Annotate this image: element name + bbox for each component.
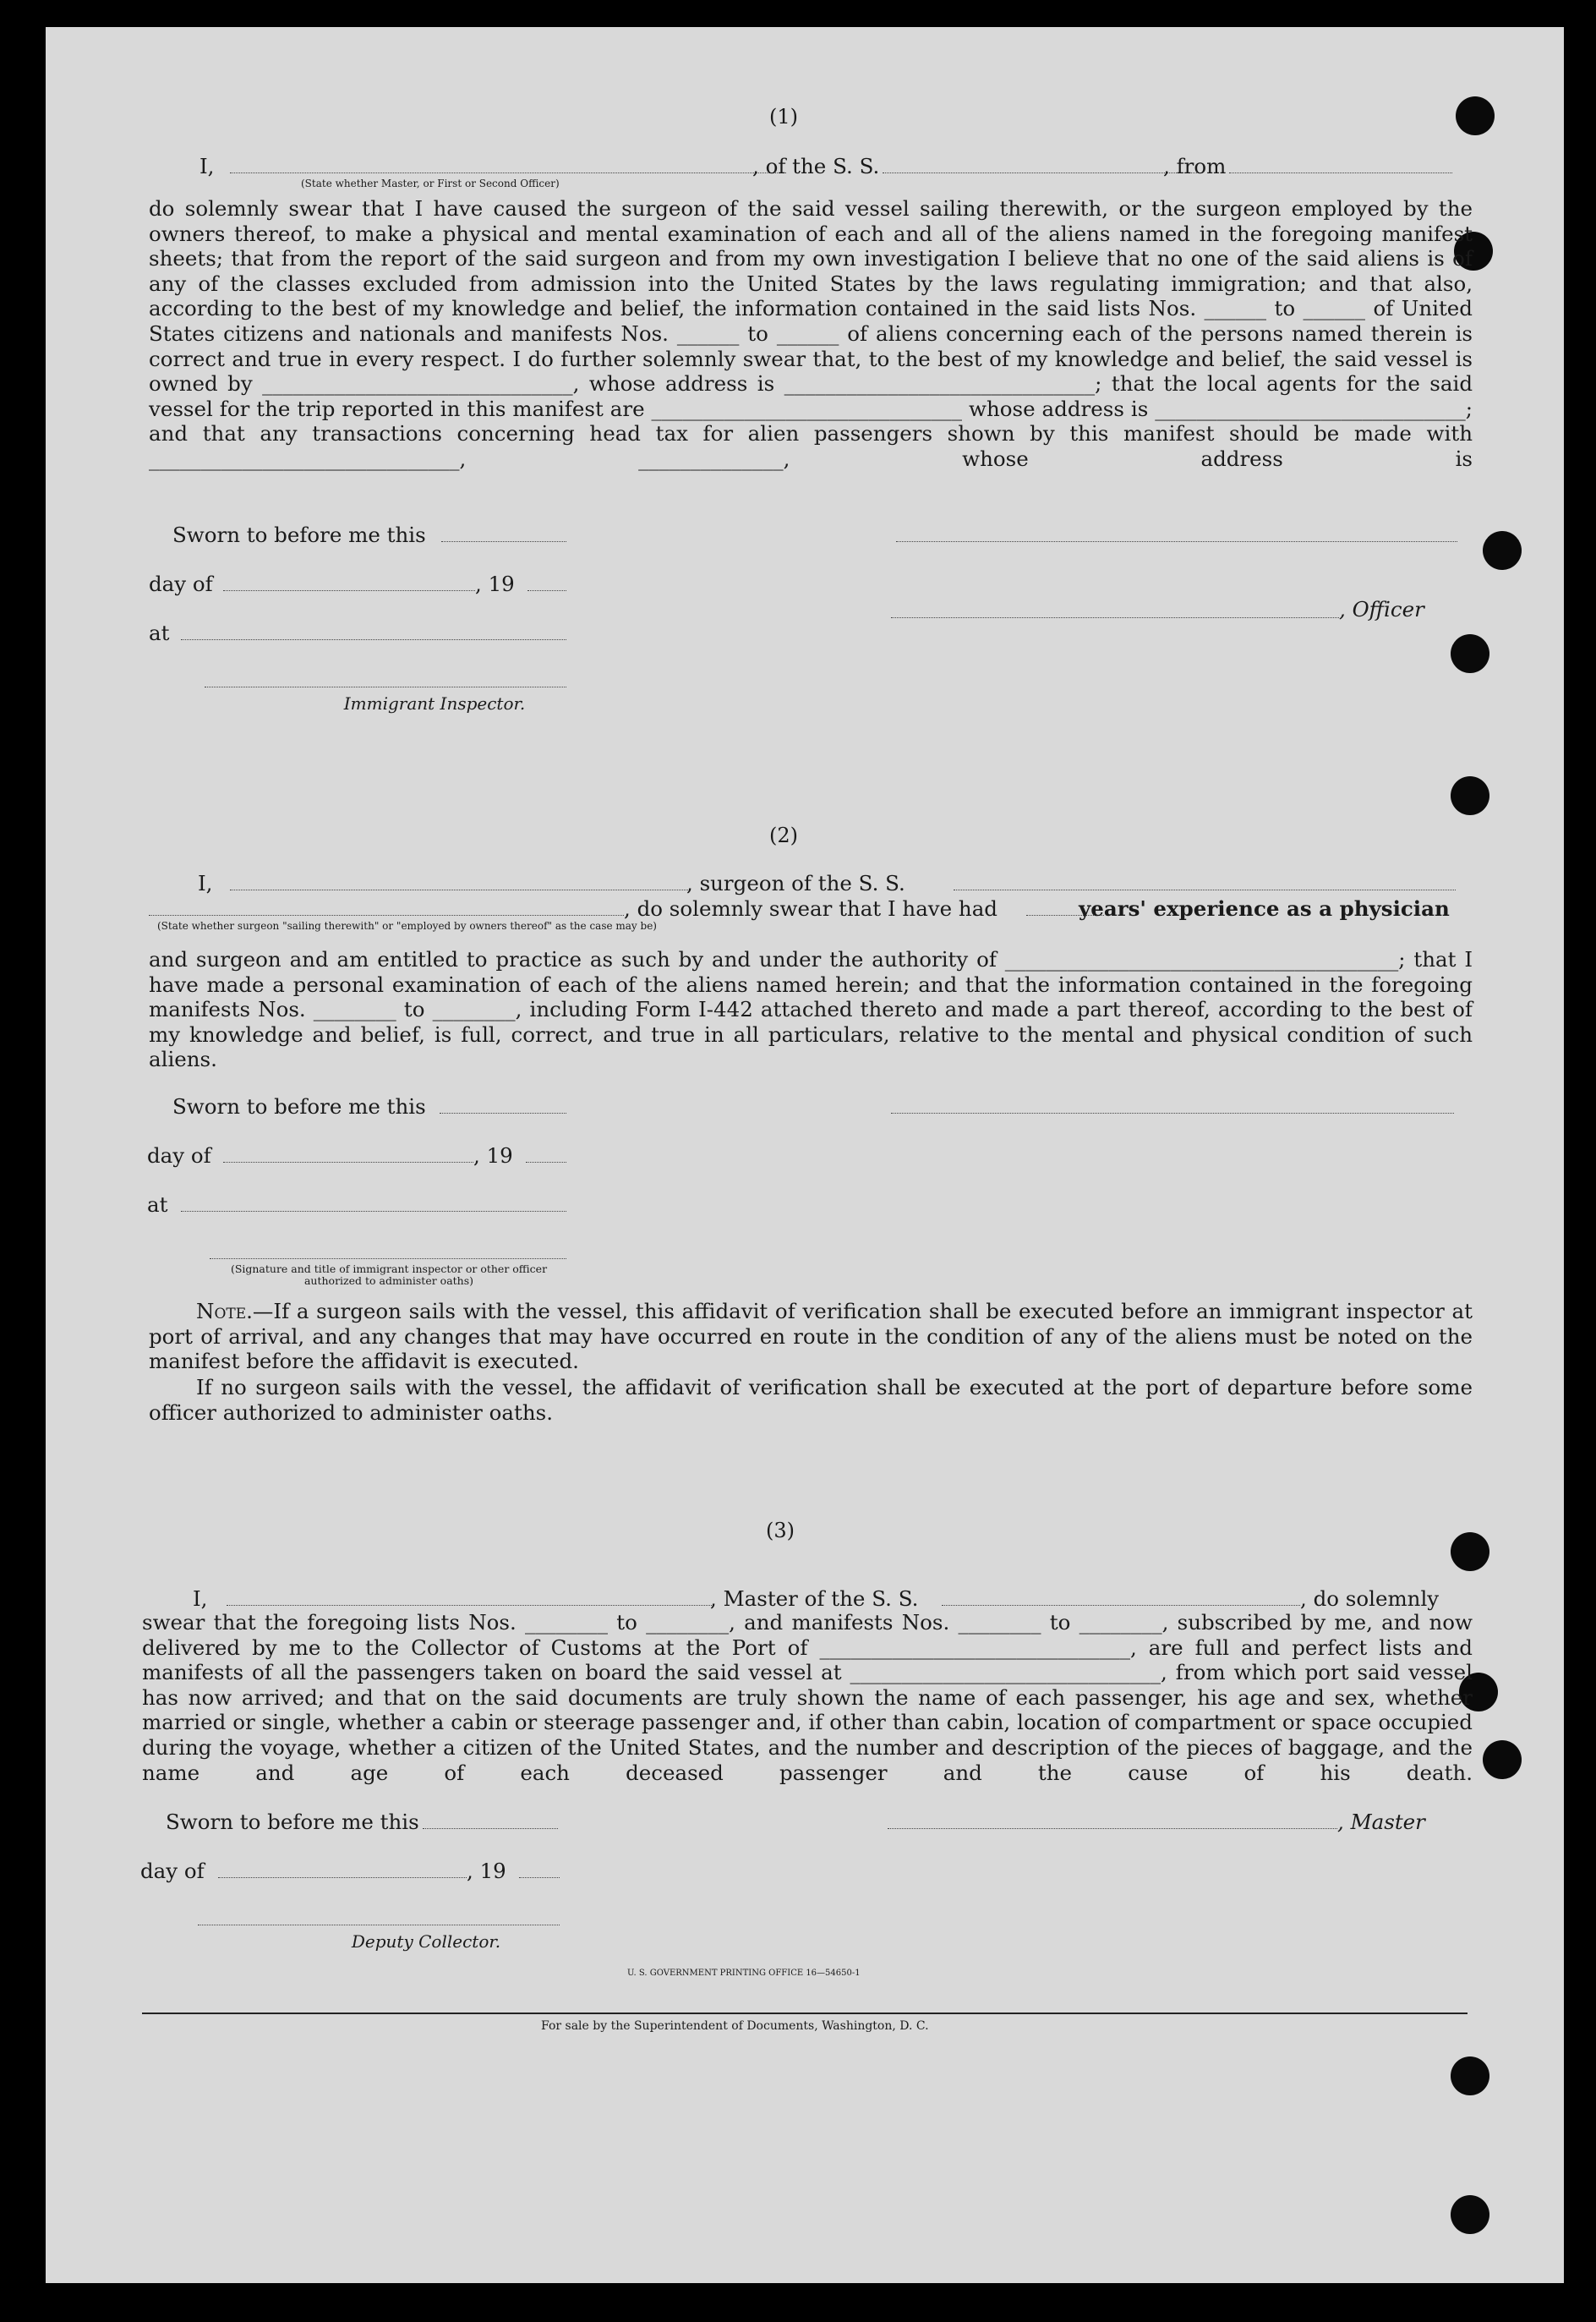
punch-hole — [1483, 1740, 1522, 1779]
punch-hole — [1456, 96, 1495, 135]
note-label: Note. — [196, 1299, 253, 1323]
master-vessel-field[interactable] — [942, 1605, 1300, 1606]
deputy-collector-caption: Deputy Collector. — [351, 1931, 501, 1952]
section-2-month-field[interactable] — [223, 1162, 473, 1163]
surgeon-signature-field[interactable] — [891, 1113, 1454, 1114]
section-2-at-field[interactable] — [181, 1211, 566, 1212]
section-2-i-label: I, — [198, 871, 213, 895]
section-2-swear-label: , do solemnly swear that I have had — [624, 896, 998, 921]
section-1-from-label: , from — [1163, 154, 1227, 178]
section-1-year-field[interactable] — [527, 590, 566, 591]
section-1-at-field[interactable] — [181, 639, 566, 640]
section-1-sworn-day-field[interactable] — [441, 541, 566, 542]
section-2-years-label: years' experience as a physician — [1079, 896, 1450, 921]
section-1-oath-text: do solemnly swear that I have caused the surgeon of the said vessel sailing therewith, or the surgeon employed by the owners thereof, to make a physical and mental examination of each and all of the aliens named in the foregoing manifest sheets; that from the report of the said surgeon and from my own investigation I believe that no one of the said aliens is of any of the classes excluded from admission into the United States by the laws regulating immigration; and that also, according to the best of my knowledge and belief, the information contained in the said lists Nos. ______ to ______ of United States citizens and nationals and manifests Nos. ______ to ______ of aliens concerning each of the persons named therein is correct and true in every respect. I do further solemnly swear that, to the best of my knowledge and belief, the said vessel is owned by ______________________________, whose address is ______________________________; that the local agents for the said vessel for the trip reported in this manifest are ______________________________ whose address is ______________________________; and that any transactions concerning head tax for alien passengers shown by this manifest should be made with ______________________________, ______________, whose address is — [149, 196, 1473, 471]
punch-hole — [1451, 634, 1489, 673]
section-3-sworn-label: Sworn to before me this — [166, 1810, 419, 1834]
surgeon-status-field[interactable] — [149, 915, 624, 916]
section-1-sworn-label: Sworn to before me this — [172, 523, 426, 547]
punch-hole — [1483, 531, 1522, 570]
note-text-1: —If a surgeon sails with the vessel, this affidavit of verification shall be executed before an immigrant inspector at port of arrival, and any changes that may have occurred en route in the condition of any of the aliens must be noted on the manifest before the affidavit is executed. — [149, 1299, 1473, 1374]
note-paragraph-2: If no surgeon sails with the vessel, the affidavit of verification shall be executed at the port of departure before some officer authorized to administer oaths. — [149, 1375, 1473, 1425]
section-2-year-label: , 19 — [473, 1143, 513, 1168]
section-2-surgeon-label: , surgeon of the S. S. — [686, 871, 905, 895]
section-3-year-label: , 19 — [467, 1859, 506, 1883]
section-1-day-of-label: day of — [149, 572, 213, 596]
note-paragraph-1 — [149, 1299, 1473, 1374]
section-2-number: (2) — [769, 824, 798, 847]
section-3-number: (3) — [766, 1519, 795, 1542]
master-name-field[interactable] — [227, 1605, 712, 1606]
authorized-officer-signature-field[interactable] — [210, 1258, 566, 1259]
section-2-sworn-label: Sworn to before me this — [172, 1094, 426, 1119]
punch-hole — [1451, 776, 1489, 815]
section-1-i-label: I, — [200, 154, 215, 178]
punch-hole — [1451, 2195, 1489, 2234]
punch-hole — [1451, 2056, 1489, 2095]
section-2-sworn-day-field[interactable] — [440, 1113, 566, 1114]
section-3-i-label: I, — [193, 1586, 208, 1611]
section-3-master-label: , Master of the S. S. — [710, 1586, 919, 1611]
section-1-number: (1) — [769, 105, 798, 129]
printer-imprint: U. S. GOVERNMENT PRINTING OFFICE 16—54650-1 — [627, 1969, 861, 1978]
section-2-oath-text: and surgeon and am entitled to practice as such by and under the authority of ______________________________________; that I have made a personal examination of each of the aliens named herein; and that the information contained in the foregoing manifests Nos. ________ to ________, including Form I-442 attached thereto and made a part thereof, according to the best of my knowledge and belief, is full, correct, and true in all particulars, relative to the mental and physical condition of such aliens. — [149, 947, 1473, 1072]
section-1-year-label: , 19 — [475, 572, 515, 596]
section-3-solemnly-label: , do solemnly — [1300, 1586, 1440, 1611]
footer-sale-notice: For sale by the Superintendent of Documents, Washington, D. C. — [541, 2019, 929, 2033]
section-3-sworn-day-field[interactable] — [423, 1828, 558, 1829]
immigrant-inspector-caption: Immigrant Inspector. — [343, 693, 526, 714]
master-signature-field[interactable] — [888, 1828, 1337, 1829]
officer-label: , Officer — [1339, 597, 1424, 622]
footer-divider — [142, 2013, 1468, 2014]
punch-hole — [1451, 1532, 1489, 1571]
section-3-month-field[interactable] — [218, 1877, 467, 1878]
surgeon-status-caption: (State whether surgeon "sailing therewith" or "employed by owners thereof" as the case may be) — [157, 920, 657, 932]
section-2-at-label: at — [147, 1192, 168, 1217]
form-sheet — [46, 27, 1564, 2283]
section-3-year-field[interactable] — [519, 1877, 560, 1878]
section-2-year-field[interactable] — [526, 1162, 566, 1163]
section-1-at-label: at — [149, 621, 170, 645]
section-1-month-field[interactable] — [223, 590, 475, 591]
master-label: , Master — [1337, 1810, 1425, 1834]
section-2-day-of-label: day of — [147, 1143, 211, 1168]
section-1-signature-field[interactable] — [896, 541, 1457, 542]
section-1-of-ss-label: , of the S. S. — [752, 154, 880, 178]
section-3-oath-text: swear that the foregoing lists Nos. ________ to ________, and manifests Nos. ________ to ________, subscribed by me, and now delivered by me to the Collector of Customs at the Port of ______________________________, are full and perfect lists and manifests of all the passengers taken on board the said vessel at ______________________________, from which port said vessel has now arrived; and that on the said documents are truly shown the name of each passenger, his age and sex, whether married or single, whether a cabin or steerage passenger and, if other than cabin, location of compartment or space occupied during the voyage, whether a citizen of the United States, and the number and description of the pieces of baggage, and the name and age of each deceased passenger and the cause of his death. — [142, 1610, 1473, 1785]
officer-caption: (State whether Master, or First or Second Officer) — [301, 178, 560, 189]
section-3-day-of-label: day of — [140, 1859, 205, 1883]
officer-signature-field[interactable] — [891, 617, 1339, 618]
authorized-officer-caption: (Signature and title of immigrant inspector or other officer authorized to administer oaths) — [230, 1262, 548, 1287]
